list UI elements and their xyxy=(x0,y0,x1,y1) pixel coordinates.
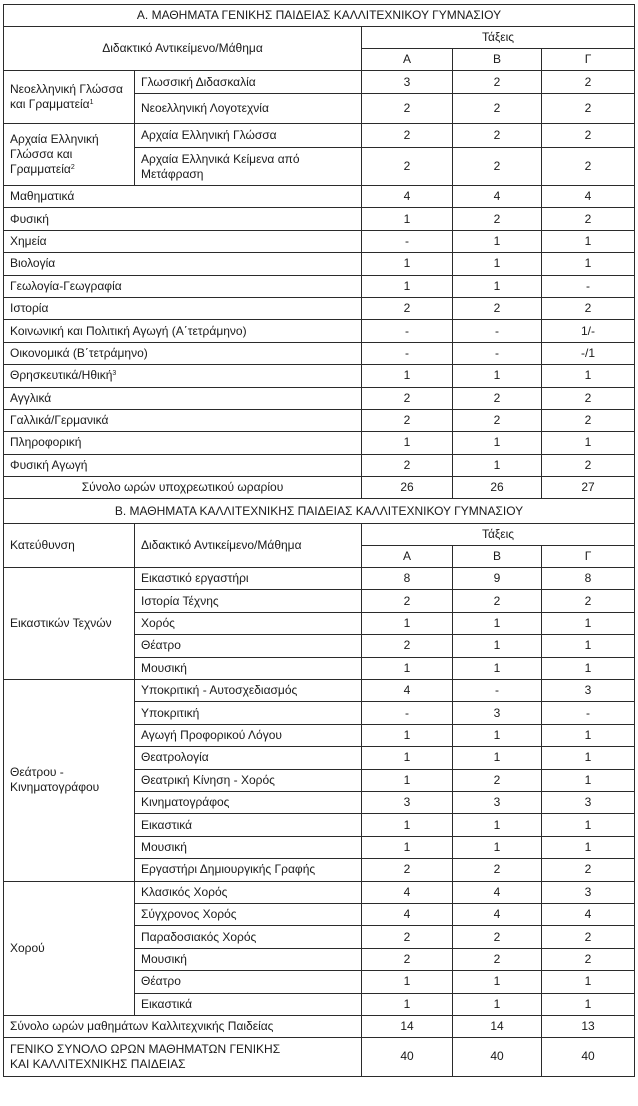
hours-cell: 2 xyxy=(453,124,542,148)
hours-cell: 40 xyxy=(542,1037,635,1076)
subject-name xyxy=(4,208,362,230)
hours-cell: 1 xyxy=(542,836,635,858)
hours-cell: 1 xyxy=(542,814,635,836)
subject-name: Εικαστικό εργαστήρι xyxy=(135,568,362,590)
subject-name: Εικαστικά xyxy=(135,814,362,836)
hours-cell: 2 xyxy=(542,926,635,948)
hours-cell: 1 xyxy=(362,993,453,1015)
total-label: Σύνολο ωρών υποχρεωτικού ωραρίου xyxy=(4,477,362,499)
section-b-title: Β. ΜΑΘΗΜΑΤΑ ΚΑΛΛΙΤΕΧΝΙΚΗΣ ΠΑΙΔΕΙΑΣ ΚΑΛΛΙΤΕΧΝΙΚΟΥ ΓΥΜΝΑΣΙΟΥ xyxy=(4,499,635,524)
hours-cell: 2 xyxy=(362,94,453,124)
grade-header: Γ xyxy=(542,49,635,71)
subject-name: Νεοελληνική Λογοτεχνία xyxy=(135,94,362,124)
subject-group-label xyxy=(4,71,135,124)
subject-name: Σύγχρονος Χορός xyxy=(135,903,362,925)
hours-cell: 1 xyxy=(362,365,453,387)
subject-name: Κινηματογράφος xyxy=(135,791,362,813)
direction-label: Θεάτρου - Κινηματογράφου xyxy=(4,680,135,882)
table-row xyxy=(4,881,635,903)
subject-name xyxy=(4,253,362,275)
grade-header: Α xyxy=(362,49,453,71)
hours-cell: 1 xyxy=(453,993,542,1015)
subject-name xyxy=(4,275,362,297)
hours-cell: 1 xyxy=(453,814,542,836)
hours-cell: 2 xyxy=(362,297,453,319)
hours-cell: 3 xyxy=(542,680,635,702)
hours-cell: 3 xyxy=(542,791,635,813)
hours-cell: 14 xyxy=(453,1015,542,1037)
total-label: Σύνολο ωρών μαθημάτων Καλλιτεχνικής Παιδείας xyxy=(4,1015,362,1037)
table-row xyxy=(4,365,635,387)
hours-cell: 40 xyxy=(362,1037,453,1076)
grand-total-row xyxy=(4,1037,635,1076)
classes-header: Τάξεις xyxy=(362,524,635,546)
hours-cell: 2 xyxy=(362,409,453,431)
hours-cell: - xyxy=(453,342,542,364)
subject-name: Ιστορία Τέχνης xyxy=(135,590,362,612)
hours-cell: 1 xyxy=(362,747,453,769)
hours-cell: 2 xyxy=(453,769,542,791)
hours-cell: 1 xyxy=(453,612,542,634)
subject-header: Διδακτικό Αντικείμενο/Μάθημα xyxy=(4,27,362,71)
hours-cell: 2 xyxy=(542,409,635,431)
hours-cell: 2 xyxy=(362,124,453,148)
hours-cell: - xyxy=(362,702,453,724)
hours-cell: 2 xyxy=(362,635,453,657)
curriculum-hours-table xyxy=(3,4,635,1077)
hours-cell: 8 xyxy=(542,568,635,590)
hours-cell: - xyxy=(453,320,542,342)
subject-group-label xyxy=(4,124,135,186)
hours-cell: 2 xyxy=(542,859,635,881)
direction-label: Χορού xyxy=(4,881,135,1015)
hours-cell: 1 xyxy=(362,814,453,836)
hours-cell: 2 xyxy=(453,71,542,94)
grade-header: Β xyxy=(453,546,542,568)
subject-name: Θεατρική Κίνηση - Χορός xyxy=(135,769,362,791)
hours-cell: 2 xyxy=(362,148,453,186)
hours-cell: - xyxy=(362,320,453,342)
hours-cell: 1 xyxy=(362,657,453,679)
hours-cell: 2 xyxy=(542,148,635,186)
hours-cell: 2 xyxy=(453,387,542,409)
hours-cell: - xyxy=(362,230,453,252)
hours-cell: 2 xyxy=(542,590,635,612)
subject-name-text: Βιολογία xyxy=(10,256,56,271)
hours-cell: - xyxy=(542,275,635,297)
subject-name: Γλωσσική Διδασκαλία xyxy=(135,71,362,94)
hours-cell: 2 xyxy=(362,590,453,612)
hours-cell: 2 xyxy=(453,948,542,970)
subject-name: Θέατρο xyxy=(135,635,362,657)
table-row xyxy=(4,297,635,319)
table-row xyxy=(4,186,635,208)
subject-name xyxy=(4,409,362,431)
hours-cell: 4 xyxy=(453,903,542,925)
hours-cell: 2 xyxy=(362,859,453,881)
subject-name-text: Θρησκευτικά/Ηθική xyxy=(10,368,113,383)
hours-cell: 4 xyxy=(542,903,635,925)
subject-name-text: Γαλλικά/Γερμανικά xyxy=(10,413,109,428)
hours-cell: 1 xyxy=(453,724,542,746)
subject-name: Μουσική xyxy=(135,836,362,858)
hours-cell: 2 xyxy=(453,148,542,186)
subject-name: Αρχαία Ελληνικά Κείμενα από Μετάφραση xyxy=(135,148,362,186)
subject-name xyxy=(4,454,362,476)
total-row xyxy=(4,477,635,499)
grade-header: Α xyxy=(362,546,453,568)
grand-total-line2: ΚΑΙ ΚΑΛΛΙΤΕΧΝΙΚΗΣ ΠΑΙΔΕΙΑΣ xyxy=(10,1056,186,1071)
footnote-marker: 2 xyxy=(70,164,75,171)
hours-cell: 2 xyxy=(453,859,542,881)
hours-cell: 4 xyxy=(362,186,453,208)
table-row xyxy=(4,432,635,454)
hours-cell: 1 xyxy=(453,365,542,387)
section-a-title-row xyxy=(4,5,635,27)
hours-cell: 1 xyxy=(362,971,453,993)
hours-cell: 1 xyxy=(453,836,542,858)
hours-cell: 2 xyxy=(542,297,635,319)
subject-name-text: Πληροφορική xyxy=(10,435,82,450)
hours-cell: 2 xyxy=(542,94,635,124)
table-row xyxy=(4,230,635,252)
hours-cell: 26 xyxy=(362,477,453,499)
table-row xyxy=(4,454,635,476)
table-row xyxy=(4,320,635,342)
hours-cell: 4 xyxy=(362,881,453,903)
hours-cell: 2 xyxy=(362,948,453,970)
hours-cell: 4 xyxy=(362,680,453,702)
subject-name xyxy=(4,230,362,252)
subject-name: Μουσική xyxy=(135,948,362,970)
section-a-header-row xyxy=(4,27,635,49)
subject-header: Διδακτικό Αντικείμενο/Μάθημα xyxy=(135,524,362,568)
hours-cell: 27 xyxy=(542,477,635,499)
hours-cell: 4 xyxy=(453,186,542,208)
hours-cell: 2 xyxy=(453,590,542,612)
hours-cell: 2 xyxy=(542,124,635,148)
hours-cell: 2 xyxy=(453,297,542,319)
hours-cell: 1 xyxy=(453,971,542,993)
hours-cell: -/1 xyxy=(542,342,635,364)
hours-cell: 1 xyxy=(362,769,453,791)
table-row xyxy=(4,409,635,431)
grand-total-line1: ΓΕΝΙΚΟ ΣΥΝΟΛΟ ΩΡΩΝ ΜΑΘΗΜΑΤΩΝ ΓΕΝΙΚΗΣ xyxy=(10,1041,281,1056)
hours-cell: 40 xyxy=(453,1037,542,1076)
hours-cell: 1 xyxy=(453,635,542,657)
grand-total-label xyxy=(4,1037,362,1076)
subject-name: Θεατρολογία xyxy=(135,747,362,769)
subject-name-text: Γεωλογία-Γεωγραφία xyxy=(10,278,122,293)
subject-group-text: Νεοελληνική Γλώσσα και Γραμματεία xyxy=(10,82,123,111)
hours-cell: 2 xyxy=(362,387,453,409)
hours-cell: 1 xyxy=(362,208,453,230)
subject-name: Υποκριτική xyxy=(135,702,362,724)
table-row xyxy=(4,253,635,275)
subject-name-text: Φυσική xyxy=(10,211,49,226)
subject-name xyxy=(4,432,362,454)
grade-header: Β xyxy=(453,49,542,71)
subject-name-text: Ιστορία xyxy=(10,301,49,316)
subject-group-text: Αρχαία Ελληνική Γλώσσα και Γραμματεία xyxy=(10,132,99,176)
hours-cell: 1 xyxy=(542,657,635,679)
table-row xyxy=(4,208,635,230)
hours-cell: - xyxy=(453,680,542,702)
direction-label: Εικαστικών Τεχνών xyxy=(4,568,135,680)
hours-cell: 1 xyxy=(542,724,635,746)
subject-name-text: Οικονομικά (Β΄τετράμηνο) xyxy=(10,345,148,360)
hours-cell: 1 xyxy=(453,432,542,454)
hours-cell: 2 xyxy=(542,208,635,230)
hours-cell: 1 xyxy=(542,971,635,993)
hours-cell: 1 xyxy=(362,612,453,634)
table-row xyxy=(4,71,635,94)
hours-cell: 3 xyxy=(542,881,635,903)
hours-cell: 1 xyxy=(542,253,635,275)
subject-name: Θέατρο xyxy=(135,971,362,993)
hours-cell: 1 xyxy=(542,612,635,634)
hours-cell: 4 xyxy=(453,881,542,903)
subject-name-text: Κοινωνική και Πολιτική Αγωγή (Α΄τετράμηνο) xyxy=(10,323,247,338)
footnote-marker: 3 xyxy=(112,370,117,378)
hours-cell: 2 xyxy=(453,208,542,230)
hours-cell: 9 xyxy=(453,568,542,590)
hours-cell: 26 xyxy=(453,477,542,499)
hours-cell: 1 xyxy=(362,253,453,275)
hours-cell: 2 xyxy=(542,454,635,476)
hours-cell: 1 xyxy=(542,432,635,454)
subject-name: Κλασικός Χορός xyxy=(135,881,362,903)
subject-name: Αρχαία Ελληνική Γλώσσα xyxy=(135,124,362,148)
subject-name: Παραδοσιακός Χορός xyxy=(135,926,362,948)
hours-cell: 2 xyxy=(362,926,453,948)
hours-cell: 2 xyxy=(542,71,635,94)
subject-name: Υποκριτική - Αυτοσχεδιασμός xyxy=(135,680,362,702)
hours-cell: 2 xyxy=(453,926,542,948)
hours-cell: 2 xyxy=(362,454,453,476)
subject-name xyxy=(4,297,362,319)
grade-header: Γ xyxy=(542,546,635,568)
hours-cell: 1 xyxy=(453,230,542,252)
hours-cell: - xyxy=(362,342,453,364)
total-row xyxy=(4,1015,635,1037)
subject-name xyxy=(4,387,362,409)
hours-cell: 1 xyxy=(453,454,542,476)
subject-name xyxy=(4,186,362,208)
section-a-title: Α. ΜΑΘΗΜΑΤΑ ΓΕΝΙΚΗΣ ΠΑΙΔΕΙΑΣ ΚΑΛΛΙΤΕΧΝΙΚΟΥ ΓΥΜΝΑΣΙΟΥ xyxy=(4,5,635,27)
hours-cell: 1 xyxy=(453,275,542,297)
direction-header: Κατεύθυνση xyxy=(4,524,135,568)
subject-name xyxy=(4,342,362,364)
subject-name: Μουσική xyxy=(135,657,362,679)
table-row xyxy=(4,680,635,702)
hours-cell: 2 xyxy=(453,409,542,431)
subject-name xyxy=(4,365,362,387)
hours-cell: 3 xyxy=(453,791,542,813)
subject-name: Εργαστήρι Δημιουργικής Γραφής xyxy=(135,859,362,881)
hours-cell: 1 xyxy=(542,635,635,657)
hours-cell: 14 xyxy=(362,1015,453,1037)
hours-cell: 13 xyxy=(542,1015,635,1037)
table-row xyxy=(4,275,635,297)
hours-cell: 1 xyxy=(542,230,635,252)
hours-cell: 1 xyxy=(362,836,453,858)
classes-header: Τάξεις xyxy=(362,27,635,49)
hours-cell: 4 xyxy=(362,903,453,925)
subject-name: Εικαστικά xyxy=(135,993,362,1015)
section-b-header-row xyxy=(4,524,635,546)
hours-cell: 1 xyxy=(542,769,635,791)
table-row xyxy=(4,568,635,590)
hours-cell: 2 xyxy=(453,94,542,124)
subject-name: Χορός xyxy=(135,612,362,634)
hours-cell: 1 xyxy=(542,747,635,769)
hours-cell: 1 xyxy=(453,253,542,275)
table-row xyxy=(4,124,635,148)
table-row xyxy=(4,387,635,409)
footnote-marker: 1 xyxy=(89,99,94,106)
table-row xyxy=(4,342,635,364)
hours-cell: 3 xyxy=(453,702,542,724)
hours-cell: 1 xyxy=(362,724,453,746)
subject-name-text: Μαθηματικά xyxy=(10,189,75,204)
hours-cell: 2 xyxy=(542,948,635,970)
hours-cell: 1 xyxy=(453,657,542,679)
hours-cell: 3 xyxy=(362,71,453,94)
hours-cell: 2 xyxy=(542,387,635,409)
hours-cell: 1 xyxy=(542,993,635,1015)
hours-cell: 1 xyxy=(542,365,635,387)
hours-cell: 4 xyxy=(542,186,635,208)
subject-name: Αγωγή Προφορικού Λόγου xyxy=(135,724,362,746)
hours-cell: 1 xyxy=(453,747,542,769)
hours-cell: 8 xyxy=(362,568,453,590)
hours-cell: 1 xyxy=(362,432,453,454)
hours-cell: 3 xyxy=(362,791,453,813)
hours-cell: 1/- xyxy=(542,320,635,342)
subject-name-text: Χημεία xyxy=(10,233,47,248)
subject-name xyxy=(4,320,362,342)
hours-cell: 1 xyxy=(362,275,453,297)
section-b-title-row xyxy=(4,499,635,524)
subject-name-text: Αγγλικά xyxy=(10,390,52,405)
subject-name-text: Φυσική Αγωγή xyxy=(10,457,88,472)
hours-cell: - xyxy=(542,702,635,724)
